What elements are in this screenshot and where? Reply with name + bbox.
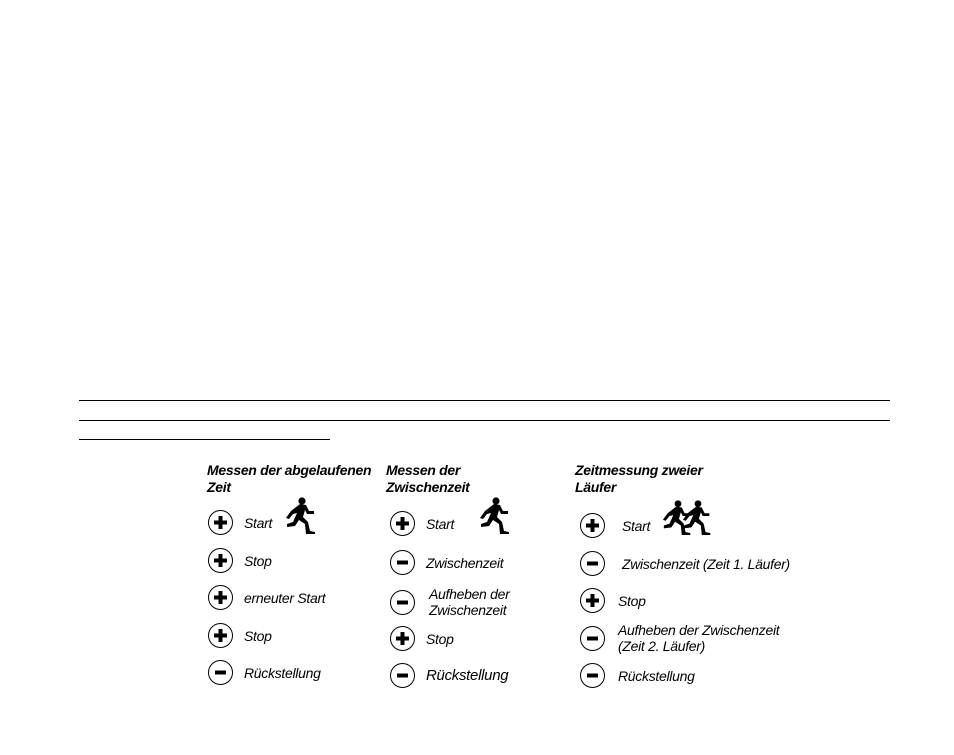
step-label: Rückstellung xyxy=(244,664,321,681)
runner-icon xyxy=(478,496,514,534)
plus-button-icon xyxy=(580,513,605,538)
column-3-step-2 xyxy=(580,551,790,576)
column-3-step-5 xyxy=(580,663,695,688)
runner-icon xyxy=(284,496,320,534)
step-label: Stop xyxy=(426,630,454,647)
step-label: Aufheben der Zwischenzeit (Zeit 2. Läufer) xyxy=(618,622,780,654)
minus-button-icon xyxy=(208,660,233,685)
plus-button-icon xyxy=(208,548,233,573)
short-rule xyxy=(79,439,330,440)
column-1-heading: Messen der abgelaufenen Zeit xyxy=(207,462,372,495)
plus-button-icon xyxy=(208,510,233,535)
plus-button-icon xyxy=(580,588,605,613)
step-label: Stop xyxy=(244,627,272,644)
column-1-step-1 xyxy=(208,510,272,535)
step-label: Stop xyxy=(244,552,272,569)
plus-button-icon xyxy=(390,511,415,536)
step-label: erneuter Start xyxy=(244,589,326,606)
plus-button-icon xyxy=(390,626,415,651)
column-1-step-5 xyxy=(208,660,321,685)
minus-button-icon xyxy=(390,663,415,688)
minus-button-icon xyxy=(580,663,605,688)
top-rule xyxy=(79,400,890,401)
column-3-step-4 xyxy=(580,622,779,654)
middle-rule xyxy=(79,420,890,421)
column-2-step-5 xyxy=(390,663,508,688)
column-2-heading: Messen der Zwischenzeit xyxy=(386,462,470,495)
column-2-step-4 xyxy=(390,626,454,651)
minus-button-icon xyxy=(390,550,415,575)
column-2-step-1 xyxy=(390,511,454,536)
runner-icon xyxy=(681,499,715,535)
step-label: Stop xyxy=(618,592,646,609)
minus-button-icon xyxy=(580,626,605,651)
step-label: Start xyxy=(426,515,455,532)
column-3-step-3 xyxy=(580,588,646,613)
step-label: Rückstellung xyxy=(618,667,695,684)
step-label: Aufheben der Zwischenzeit xyxy=(429,586,510,618)
step-label: Start xyxy=(244,514,273,531)
step-label: Start xyxy=(622,517,651,534)
column-1-step-3 xyxy=(208,585,325,610)
plus-button-icon xyxy=(208,585,233,610)
column-1-step-2 xyxy=(208,548,272,573)
step-label: Rückstellung xyxy=(426,666,509,684)
column-2-step-3 xyxy=(390,586,509,618)
minus-button-icon xyxy=(390,590,415,615)
minus-button-icon xyxy=(580,551,605,576)
column-3-step-1 xyxy=(580,513,650,538)
step-label: Zwischenzeit xyxy=(426,554,504,571)
column-1-step-4 xyxy=(208,623,272,648)
plus-button-icon xyxy=(208,623,233,648)
column-2-step-2 xyxy=(390,550,503,575)
step-label: Zwischenzeit (Zeit 1. Läufer) xyxy=(622,555,790,572)
column-3-heading: Zeitmessung zweier Läufer xyxy=(575,462,703,495)
